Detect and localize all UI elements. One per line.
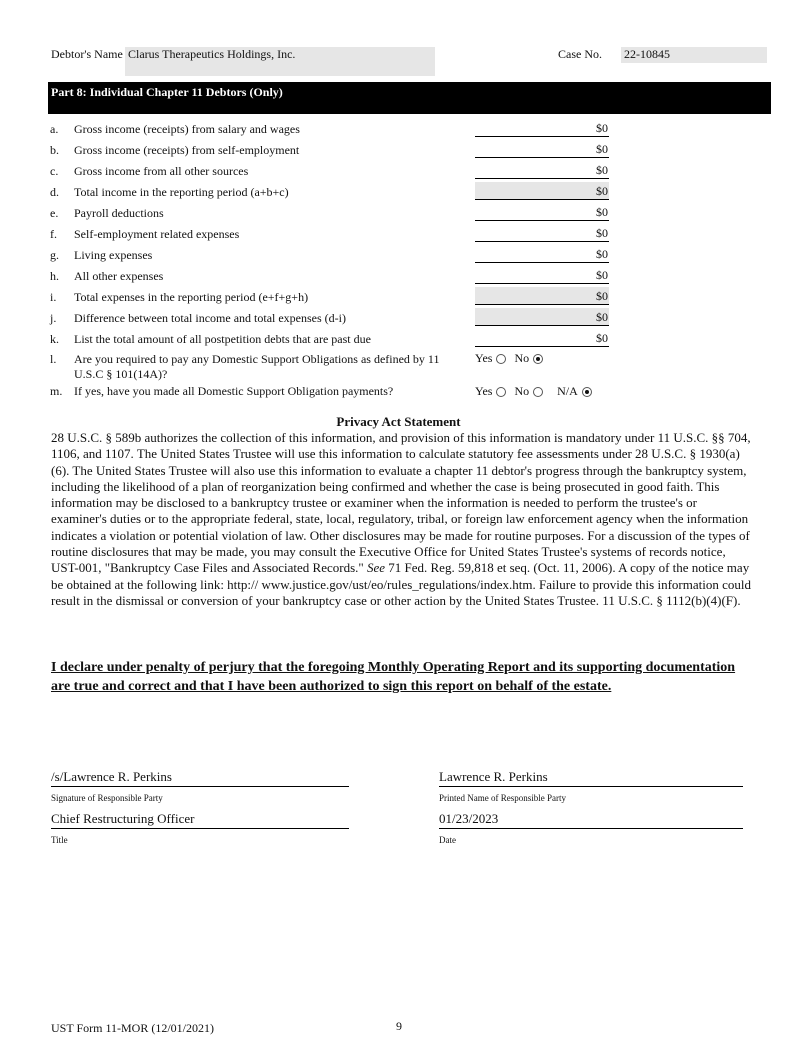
amount-field[interactable]: $0 [475,245,609,263]
row-total-expenses [50,286,620,307]
yes-label: Yes [475,384,493,398]
form-identifier: UST Form 11-MOR (12/01/2021) [51,1021,215,1035]
row-letter: j. [50,311,57,325]
question-l-no-radio[interactable] [533,354,543,364]
row-living-expenses [50,244,620,265]
question-m-options [475,384,600,399]
row-other-expenses [50,265,620,286]
question-m-yes-radio[interactable] [496,387,506,397]
printed-name-caption: Printed Name of Responsible Party [439,793,566,803]
total-expenses-field: $0 [475,287,609,305]
row-letter: c. [50,164,59,178]
row-self-employment-expenses [50,223,620,244]
amount-field[interactable]: $0 [475,329,609,347]
debtor-name-field[interactable]: Clarus Therapeutics Holdings, Inc. [125,47,435,76]
total-income-field: $0 [475,182,609,200]
row-letter: a. [50,122,59,136]
amount-field[interactable]: $0 [475,224,609,242]
debtor-name-label: Debtor's Name [51,47,123,61]
row-description: Total income in the reporting period (a+b+c) [74,185,289,199]
question-m-no-radio[interactable] [533,387,543,397]
row-gross-salary [50,118,620,139]
difference-field: $0 [475,308,609,326]
row-description: Total expenses in the reporting period (e+f+g+h) [74,290,309,304]
privacy-act-statement [51,430,751,609]
question-l-yes-radio[interactable] [496,354,506,364]
row-letter: d. [50,185,59,199]
row-payroll-deductions [50,202,620,223]
case-number-field[interactable]: 22-10845 [621,47,767,63]
yes-label: Yes [475,351,493,365]
question-m-text: If yes, have you made all Domestic Support Obligation payments? [74,384,394,398]
row-gross-other [50,160,620,181]
no-label: No [514,351,530,365]
amount-field[interactable]: $0 [475,161,609,179]
printed-name-field[interactable]: Lawrence R. Perkins [439,769,743,787]
question-l-text: Are you required to pay any Domestic Support Obligations as defined by 11 U.S.C § 101(14A)? [74,352,440,381]
privacy-text-part-1: 28 U.S.C. § 589b authorizes the collection of this information, and provision of this information is mandatory under 11 U.S.C. §§ 704, 1106, and 1107. The United States Trustee will use this information to calculate statutory fee assessments under 28 U.S.C. § 1930(a)(6). The United States Trustee will also use this information to evaluate a chapter 11 debtor's progress through the bankruptcy system, including the likelihood of a plan of reorganization being confirmed and whether the case is being prosecuted in good faith. This information may be disclosed to a bankruptcy trustee or examiner when the information is needed to perform the trustee's or examiner's duties or to the appropriate federal, state, local, regulatory, tribal, or foreign law enforcement agency when the information indicates a violation or potential violation of law. Other disclosures may be made for routine purposes. For a discussion of the types of routine disclosures that may be made, you may consult the Executive Office for United States Trustee's systems of records notice, UST-001, "Bankruptcy Case Files and Associated Records." [51,430,751,576]
row-letter: i. [50,290,57,304]
row-letter: f. [50,227,57,241]
page-number: 9 [396,1019,402,1033]
row-description: Payroll deductions [74,206,164,220]
row-letter: g. [50,248,59,262]
part8-heading: Part 8: Individual Chapter 11 Debtors (Only) [48,82,771,114]
privacy-text-part-2: 71 Fed. Reg. 59,818 et seq. (Oct. 11, 2006). A copy of the notice may be obtained at the following link: http:// www.justice.gov/ust/eo/rules_regulations/index.htm. Failure to provide this information could result in the dismissal or conversion of your bankruptcy case or other action by the United States Trustee. 11 U.S.C. § 1112(b)(4)(F). [51,560,751,608]
case-number-label: Case No. [558,47,602,61]
row-difference [50,307,620,328]
amount-field[interactable]: $0 [475,140,609,158]
row-letter: b. [50,143,59,157]
date-caption: Date [439,835,456,845]
question-m-na-radio[interactable] [582,387,592,397]
row-letter: e. [50,206,59,220]
signature-caption: Signature of Responsible Party [51,793,163,803]
date-field[interactable]: 01/23/2023 [439,811,743,829]
row-gross-self-employment [50,139,620,160]
question-l-options [475,351,551,366]
na-label: N/A [557,384,578,398]
row-description: Living expenses [74,248,153,262]
amount-field[interactable]: $0 [475,203,609,221]
question-l-letter: l. [50,352,57,366]
title-caption: Title [51,835,68,845]
row-description: Gross income (receipts) from salary and wages [74,122,300,136]
privacy-act-heading: Privacy Act Statement [336,414,461,429]
row-description: List the total amount of all postpetition debts that are past due [74,332,371,346]
row-description: Self-employment related expenses [74,227,240,241]
row-description: Gross income (receipts) from self-employment [74,143,300,157]
perjury-declaration: I declare under penalty of perjury that the foregoing Monthly Operating Report and its supporting documentation are true and correct and that I have been authorized to sign this report on behalf of the estate. [51,660,736,694]
row-total-income [50,181,620,202]
title-field[interactable]: Chief Restructuring Officer [51,811,349,829]
no-label: No [514,384,530,398]
row-description: Difference between total income and total expenses (d-i) [74,311,346,325]
privacy-see-word: See [366,560,386,576]
row-letter: h. [50,269,59,283]
row-letter: k. [50,332,59,346]
signature-field[interactable]: /s/Lawrence R. Perkins [51,769,349,787]
question-m-letter: m. [50,384,63,398]
row-past-due-debts [50,328,620,349]
amount-field[interactable]: $0 [475,266,609,284]
row-description: All other expenses [74,269,164,283]
amount-field[interactable]: $0 [475,119,609,137]
row-description: Gross income from all other sources [74,164,249,178]
